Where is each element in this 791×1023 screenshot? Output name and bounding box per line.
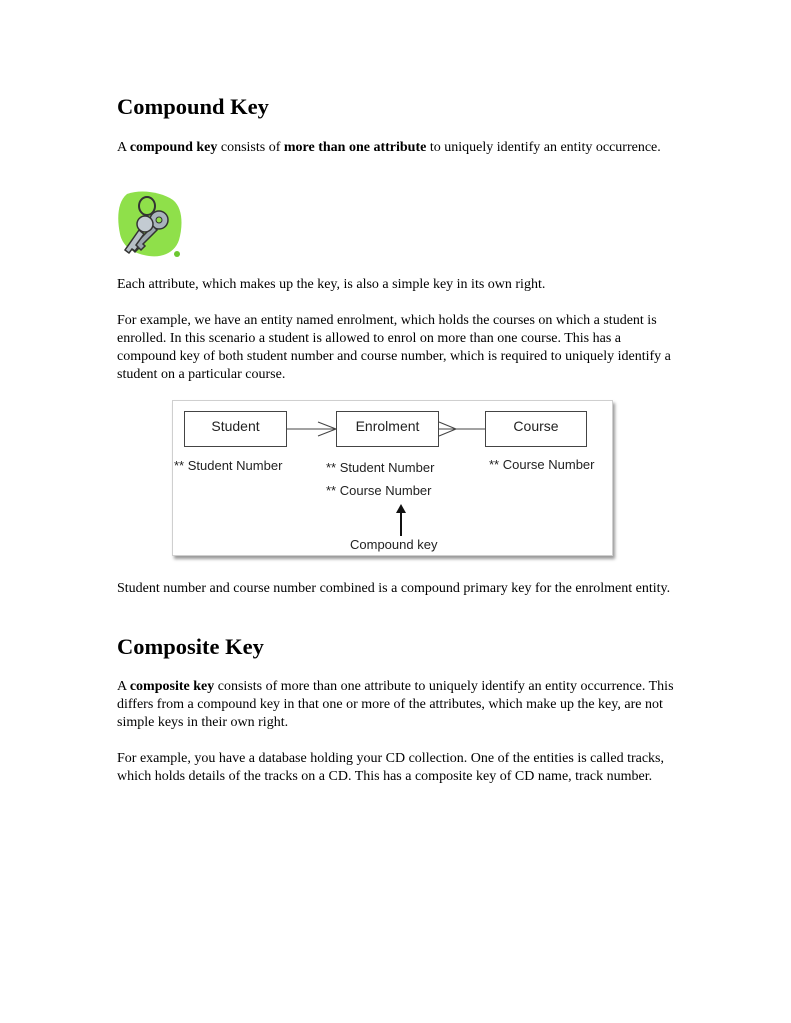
heading-compound-key: Compound Key bbox=[117, 94, 269, 119]
compound-para3: Student number and course number combined is a compound primary key for the enrolment entity. bbox=[117, 581, 671, 596]
entity-student bbox=[184, 411, 287, 447]
er-diagram bbox=[172, 400, 613, 556]
entity-course-label: Course bbox=[513, 418, 559, 434]
composite-intro-tail: consists of more than one attribute to uniquely identify an entity occurrence. This differs from a compound key in that one or more of the attributes, which make up the key, are not simple keys in their own right. bbox=[117, 679, 674, 730]
compound-key-caption: Compound key bbox=[350, 537, 438, 552]
heading-composite-key: Composite Key bbox=[117, 634, 264, 659]
keys-icon bbox=[117, 190, 183, 260]
enrolment-attr-2: ** Course Number bbox=[326, 483, 432, 498]
composite-intro-lead: A bbox=[117, 679, 130, 694]
compound-key-intro bbox=[117, 139, 677, 157]
intro-emph: more than one attribute bbox=[283, 140, 427, 155]
composite-key-intro bbox=[117, 678, 677, 732]
entity-enrolment-label: Enrolment bbox=[355, 418, 420, 434]
composite-para1: For example, you have a database holding your CD collection. One of the entities is called tracks, which holds details of the tracks on a CD. This has a composite key of CD name, track number. bbox=[117, 751, 665, 784]
intro-lead: A bbox=[117, 140, 130, 155]
composite-intro-term: composite key bbox=[129, 679, 215, 694]
student-attr: ** Student Number bbox=[174, 458, 283, 473]
intro-tail: to uniquely identify an entity occurrence. bbox=[426, 140, 661, 155]
intro-mid: consists of bbox=[217, 140, 284, 155]
course-attr: ** Course Number bbox=[489, 457, 595, 472]
entity-enrolment bbox=[336, 411, 439, 447]
compound-para2: For example, we have an entity named enrolment, which holds the courses on which a student is enrolled. In this scenario a student is allowed to enrol on more than one course. This has a compound key of both student number and course number, which is required to uniquely identify a student on a particular course. bbox=[117, 313, 671, 382]
compound-para1: Each attribute, which makes up the key, is also a simple key in its own right. bbox=[117, 277, 546, 292]
entity-student-label: Student bbox=[211, 418, 260, 434]
enrolment-attr-1: ** Student Number bbox=[326, 460, 435, 475]
entity-course bbox=[485, 411, 587, 447]
intro-term: compound key bbox=[129, 140, 218, 155]
